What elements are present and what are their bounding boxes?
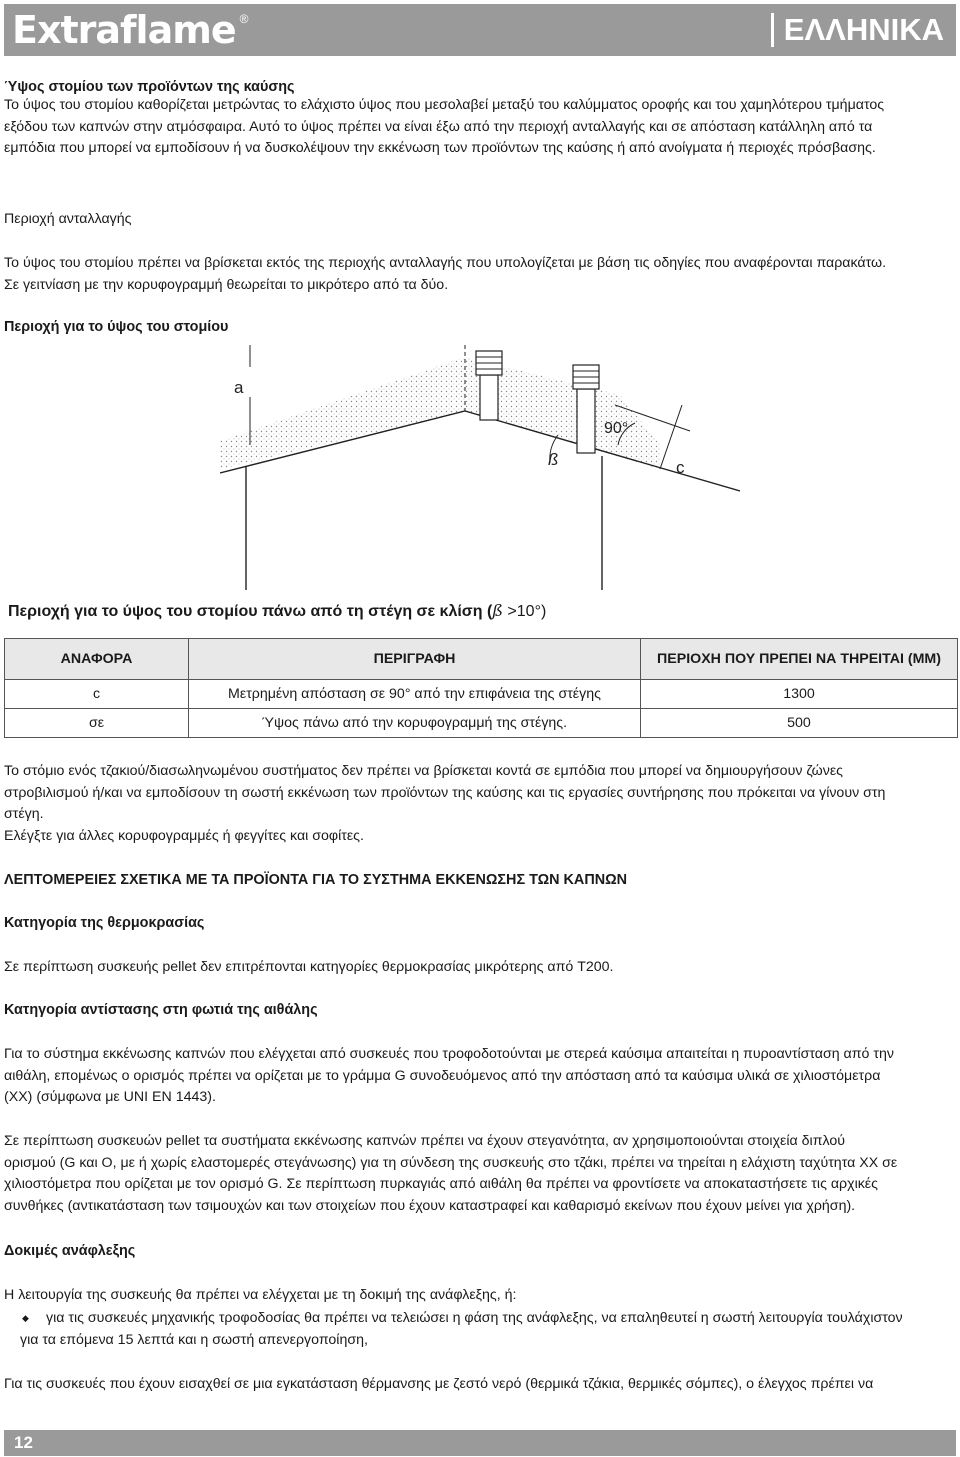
line: Το ύψος του στομίου καθορίζεται μετρώντας το ελάχιστο ύψος που μεσολαβεί μεταξύ του καλύμματος οροφής και του χαμηλότερου τμήματος — [4, 97, 885, 113]
line: (XX) (σύμφωνα με UNI EN 1443). — [4, 1089, 216, 1105]
label-c: c — [676, 458, 685, 477]
paragraph-temperature: Σε περίπτωση συσκευής pellet δεν επιτρέπονται κατηγορίες θερμοκρασίας μικρότερης από T200. — [4, 959, 614, 975]
chimney-stack-2 — [577, 389, 595, 453]
label-a: a — [234, 378, 244, 397]
cell-desc: Ύψος πάνω από την κορυφογραμμή της στέγης. — [189, 709, 641, 738]
line: για τα επόμενα 15 λεπτά και η σωστή απενεργοποίηση, — [20, 1332, 368, 1348]
section-title-ignition: Δοκιμές ανάφλεξης — [4, 1243, 136, 1259]
paragraph-outlet-intro — [4, 95, 958, 160]
line: Σε περίπτωση συσκευών pellet τα συστήματα εκκένωσης καπνών πρέπει να έχουν στεγανότητα, αν χρησιμοποιούνται στοιχεία διπλού — [4, 1133, 846, 1149]
language-separator — [771, 13, 774, 47]
line: εξόδου των καπνών στην ατμόσφαιρα. Αυτό το ύψος πρέπει να είναι έξω από την περιοχή ανταλλαγής και σε απόσταση κατάλληλη από τα — [4, 118, 873, 135]
cell-value: 500 — [641, 709, 958, 738]
cell-desc: Μετρημένη απόσταση σε 90° από την επιφάνεια της στέγης — [189, 680, 641, 709]
line: Ελέγξτε για άλλες κορυφογραμμές ή φεγγίτες και σοφίτες. — [4, 827, 364, 844]
paragraph-soot-2 — [4, 1131, 958, 1217]
line: Το ύψος του στομίου πρέπει να βρίσκεται εκτός της περιοχής ανταλλαγής που υπολογίζεται με βάση τις οδηγίες που αναφέρονται παρακάτω. — [4, 255, 887, 271]
label-angle: 90° — [604, 420, 629, 437]
language-text: ΕΛΛΗΝΙΚΑ — [783, 12, 944, 47]
chimney-stack-1 — [480, 375, 498, 420]
line: χιλιοστόμετρα που ορίζεται με τον ορισμό G. Σε περίπτωση πυρκαγιάς από αιθάλη θα πρέπει να φροντίσετε να αποκαταστήσετε τις αρχικές — [4, 1176, 878, 1192]
brand-name: Extraflame — [12, 8, 236, 52]
reference-table — [4, 638, 958, 738]
bullet-item — [46, 1308, 956, 1330]
language-label — [771, 12, 944, 48]
paragraph-exchange-area: Περιοχή ανταλλαγής — [4, 211, 132, 227]
line: αιθάλη, επομένως ο ορισμός πρέπει να ορίζεται με το γράμμα G συνοδευόμενος από την απόσταση από τα καύσιμα υλικά σε χιλιοστόμετρα — [4, 1067, 881, 1084]
paragraph-soot-1 — [4, 1044, 958, 1109]
brand-logo — [12, 8, 248, 52]
header-area: ΠΕΡΙΟΧΗ ΠΟΥ ΠΡΕΠΕΙ ΝΑ ΤΗΡΕΙΤΑΙ (MM) — [641, 639, 958, 680]
cell-ref: c — [5, 680, 189, 709]
table-row — [5, 709, 958, 738]
section-title-area: Περιοχή για το ύψος του στομίου — [4, 319, 229, 335]
bullet-diamond-icon: ◆ — [22, 1313, 29, 1323]
caption-suffix: >10°) — [502, 603, 547, 620]
line: για τις συσκευές μηχανικής τροφοδοσίας θα πρέπει να τελειώσει η φάση της ανάφλεξης, να επαληθευτεί η σωστή λειτουργία τουλάχιστον — [46, 1310, 903, 1326]
caption-prefix: Περιοχή για το ύψος του στομίου πάνω από τη στέγη σε κλίση ( — [8, 603, 493, 620]
paragraph-hot-water: Για τις συσκευές που έχουν εισαχθεί σε μια εγκατάσταση θέρμανσης με ζεστό νερό (θερμικά τζάκια, θερμικές σόμπες), ο έλεγχος πρέπει να — [4, 1376, 874, 1392]
roof-diagram — [220, 345, 740, 590]
line: συνθήκες (αντικατάσταση των τσιμουχών και των στοιχείων που έχουν καταστραφεί και καθαρισμό εκείνων που έχουν μείνει για χρήση). — [4, 1197, 856, 1214]
paragraph-outlet-rule — [4, 253, 958, 296]
header-bar — [4, 4, 956, 56]
bullet-item-continued — [20, 1330, 956, 1352]
page-number: 12 — [14, 1433, 33, 1452]
section-title-products: ΛΕΠΤΟΜΕΡΕΙΕΣ ΣΧΕΤΙΚΑ ΜΕ ΤΑ ΠΡΟΪΟΝΤΑ ΓΙΑ ΤΟ ΣΥΣΤΗΜΑ ΕΚΚΕΝΩΣΗΣ ΤΩΝ ΚΑΠΝΩΝ — [4, 872, 628, 888]
line: Για το σύστημα εκκένωσης καπνών που ελέγχεται από συσκευές που τροφοδοτούνται με στερεά καύσιμα απαιτείται η πυροαντίσταση από την — [4, 1046, 894, 1062]
paragraph-obstacles — [4, 761, 958, 847]
header-reference: ΑΝΑΦΟΡΑ — [5, 639, 189, 680]
registered-mark: ® — [239, 12, 249, 26]
footer-bar — [4, 1430, 956, 1456]
diagram-caption — [8, 601, 546, 621]
cell-ref: σε — [5, 709, 189, 738]
section-title-soot: Κατηγορία αντίστασης στη φωτιά της αιθάλης — [4, 1002, 318, 1018]
line: ορισμού (G και O, με ή χωρίς ελαστομερές στεγάνωσης) για τη σύνδεση της συσκευής στο τζάκι, πρέπει να τηρείται η ελάχιστη ταχύτητα XX σε — [4, 1154, 898, 1171]
header-description: ΠΕΡΙΓΡΑΦΗ — [189, 639, 641, 680]
label-beta: ß — [548, 450, 559, 469]
section-title-outlet-height: Ύψος στομίου των προϊόντων της καύσης — [4, 79, 295, 95]
line: Σε γειτνίαση με την κορυφογραμμή θεωρείται το μικρότερο από τα δύο. — [4, 276, 449, 293]
cell-value: 1300 — [641, 680, 958, 709]
caption-symbol: ß — [492, 601, 503, 620]
table-header-row — [5, 639, 958, 680]
table-row — [5, 680, 958, 709]
section-title-temperature: Κατηγορία της θερμοκρασίας — [4, 915, 205, 931]
line: Το στόμιο ενός τζακιού/διασωληνωμένου συστήματος δεν πρέπει να βρίσκεται κοντά σε εμπόδια που μπορεί να δημιουργήσουν ζώνες — [4, 763, 843, 779]
paragraph-ignition: Η λειτουργία της συσκευής θα πρέπει να ελέγχεται με τη δοκιμή της ανάφλεξης, ή: — [4, 1287, 517, 1303]
line: στέγη. — [4, 806, 44, 822]
line: εμπόδια που μπορεί να εμποδίσουν ή να δυσκολέψουν την εκκένωση των προϊόντων της καύσης ή από ανοίγματα ή περιοχές πρόσβασης. — [4, 140, 876, 156]
line: στροβιλισμού ή/και να εμποδίσουν τη σωστή εκκένωση των προϊόντων της καύσης και τις εργασίες συντήρησης που πρόκειται να γίνουν στη — [4, 784, 886, 801]
